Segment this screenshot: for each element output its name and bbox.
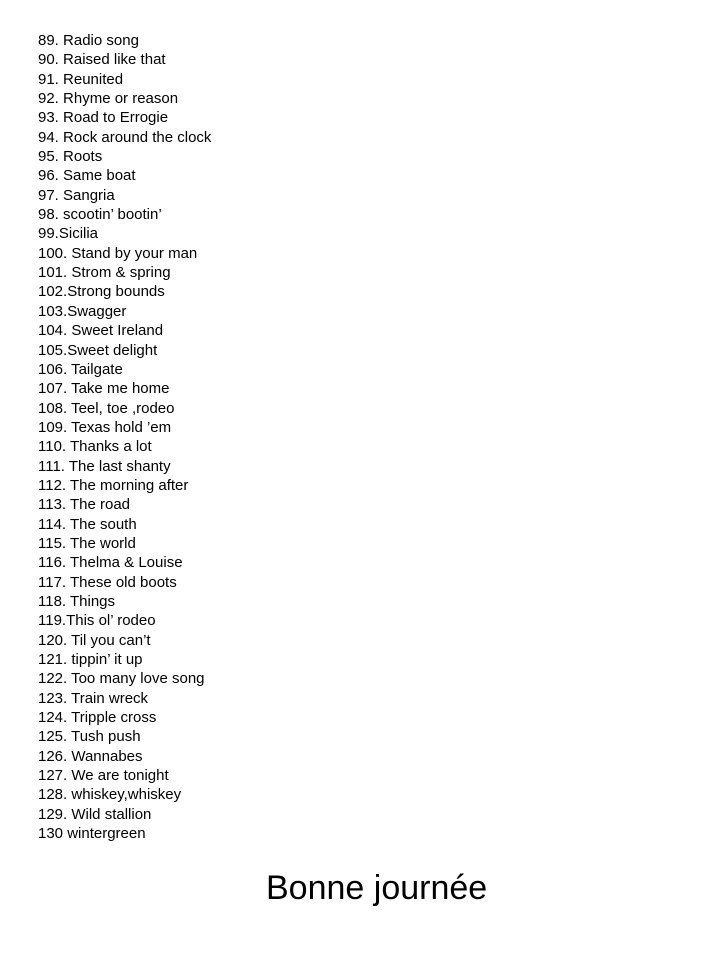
list-item: 112. The morning after <box>38 476 189 494</box>
list-item: 95. Roots <box>38 148 103 166</box>
list-item: 96. Same boat <box>38 167 136 185</box>
list-item: 113. The road <box>38 496 131 514</box>
list-item: 89. Radio song <box>38 32 139 49</box>
list-item: 127. We are tonight <box>38 767 169 785</box>
list-item: 128. whiskey,whiskey <box>38 786 182 804</box>
list-item: 103.Swagger <box>38 302 127 320</box>
list-item: 126. Wannabes <box>38 747 143 765</box>
list-item: 97. Sangria <box>38 186 115 204</box>
song-list <box>38 31 211 843</box>
list-item: 107. Take me home <box>38 380 170 398</box>
list-item: 117. These old boots <box>38 573 177 591</box>
list-item: 125. Tush push <box>38 728 141 746</box>
list-item: 115. The world <box>38 534 136 552</box>
list-item: 101. Strom & spring <box>38 264 171 282</box>
list-item: 106. Tailgate <box>38 360 123 378</box>
list-item: 105.Sweet delight <box>38 341 158 359</box>
list-item: 100. Stand by your man <box>38 244 198 262</box>
list-item: 119.This ol’ rodeo <box>38 612 156 630</box>
list-item: 130 wintergreen <box>38 825 146 843</box>
list-item: 121. tippin’ it up <box>38 651 143 668</box>
list-item: 91. Reunited <box>38 70 124 88</box>
list-item: 109. Texas hold ’em <box>38 418 172 436</box>
list-item: 90. Raised like that <box>38 51 166 69</box>
list-item: 114. The south <box>38 515 137 533</box>
list-item: 99.Sicilia <box>38 225 99 243</box>
list-item: 98. scootin’ bootin’ <box>38 206 162 224</box>
list-item: 111. The last shanty <box>38 457 171 475</box>
list-item: 94. Rock around the clock <box>38 128 212 146</box>
list-item: 102.Strong bounds <box>38 283 165 301</box>
list-item: 129. Wild stallion <box>38 805 152 823</box>
list-item: 110. Thanks a lot <box>38 438 152 456</box>
list-item: 122. Too many love song <box>38 670 205 688</box>
list-item: 123. Train wreck <box>38 689 149 707</box>
list-item: 124. Tripple cross <box>38 709 157 727</box>
list-item: 118. Things <box>38 592 115 610</box>
list-item: 108. Teel, toe ,rodeo <box>38 399 175 417</box>
list-item: 104. Sweet Ireland <box>38 322 164 340</box>
list-item: 92. Rhyme or reason <box>38 90 179 108</box>
list-item: 120. Til you can’t <box>38 631 151 649</box>
list-item: 116. Thelma & Louise <box>38 554 183 572</box>
list-item: 93. Road to Errogie <box>38 109 169 127</box>
closing-greeting: Bonne journée <box>266 869 488 907</box>
